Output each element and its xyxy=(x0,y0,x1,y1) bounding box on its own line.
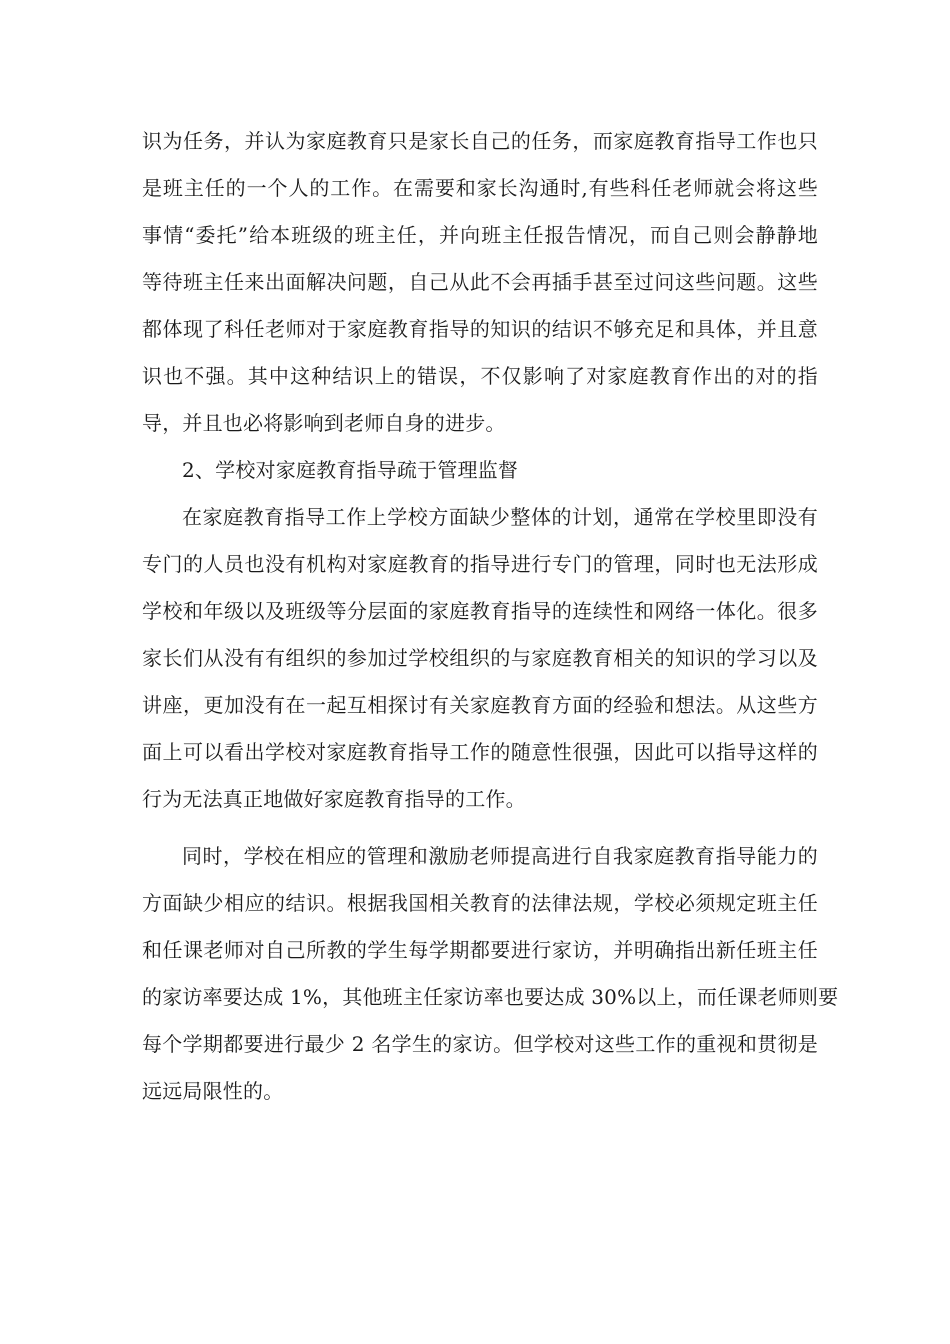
text-line: 导，并且也必将影响到老师自身的进步。 xyxy=(142,411,506,435)
text-line: 在家庭教育指导工作上学校方面缺少整体的计划，通常在学校里即没有 xyxy=(182,505,818,529)
text-line: 同时，学校在相应的管理和激励老师提高进行自我家庭教育指导能力的 xyxy=(182,844,818,868)
text-line: 面上可以看出学校对家庭教育指导工作的随意性很强，因此可以指导这样的 xyxy=(142,740,818,764)
text-line: 学校和年级以及班级等分层面的家庭教育指导的连续性和网络一体化。很多 xyxy=(142,599,818,623)
paragraph-1 xyxy=(142,118,818,447)
text-line: 方面缺少相应的结识。根据我国相关教育的法律法规，学校必须规定班主任 xyxy=(142,891,818,915)
document-page xyxy=(142,118,839,1115)
text-line: 家长们从没有有组织的参加过学校组织的与家庭教育相关的知识的学习以及 xyxy=(142,646,818,670)
text-line: 是班主任的一个人的工作。在需要和家长沟通时,有些科任老师就会将这些 xyxy=(142,176,818,200)
section-heading xyxy=(142,447,818,494)
paragraph-2 xyxy=(142,494,818,823)
text-line: 讲座，更加没有在一起互相探讨有关家庭教育方面的经验和想法。从这些方 xyxy=(142,693,818,717)
heading-text: 2、学校对家庭教育指导疏于管理监督 xyxy=(182,458,519,482)
text-line: 事情“委托”给本班级的班主任，并向班主任报告情况，而自己则会静静地 xyxy=(142,223,818,247)
text-line: 等待班主任来出面解决问题，自己从此不会再插手甚至过问这些问题。这些 xyxy=(142,270,818,294)
text-line: 远远局限性的。 xyxy=(142,1079,284,1103)
text-line: 识为任务，并认为家庭教育只是家长自己的任务，而家庭教育指导工作也只 xyxy=(142,129,818,153)
text-line: 都体现了科任老师对于家庭教育指导的知识的结识不够充足和具体，并且意 xyxy=(142,317,818,341)
paragraph-3 xyxy=(142,833,839,1115)
text-line: 和任课老师对自己所教的学生每学期都要进行家访，并明确指出新任班主任 xyxy=(142,938,818,962)
text-line: 行为无法真正地做好家庭教育指导的工作。 xyxy=(142,787,526,811)
text-line: 的家访率要达成 1%，其他班主任家访率也要达成 30%以上，而任课老师则要 xyxy=(142,985,839,1009)
text-line: 专门的人员也没有机构对家庭教育的指导进行专门的管理，同时也无法形成 xyxy=(142,552,818,576)
paragraph-gap xyxy=(142,823,818,833)
text-line: 识也不强。其中这种结识上的错误，不仅影响了对家庭教育作出的对的指 xyxy=(142,364,818,388)
text-line: 每个学期都要进行最少 2 名学生的家访。但学校对这些工作的重视和贯彻是 xyxy=(142,1032,818,1056)
